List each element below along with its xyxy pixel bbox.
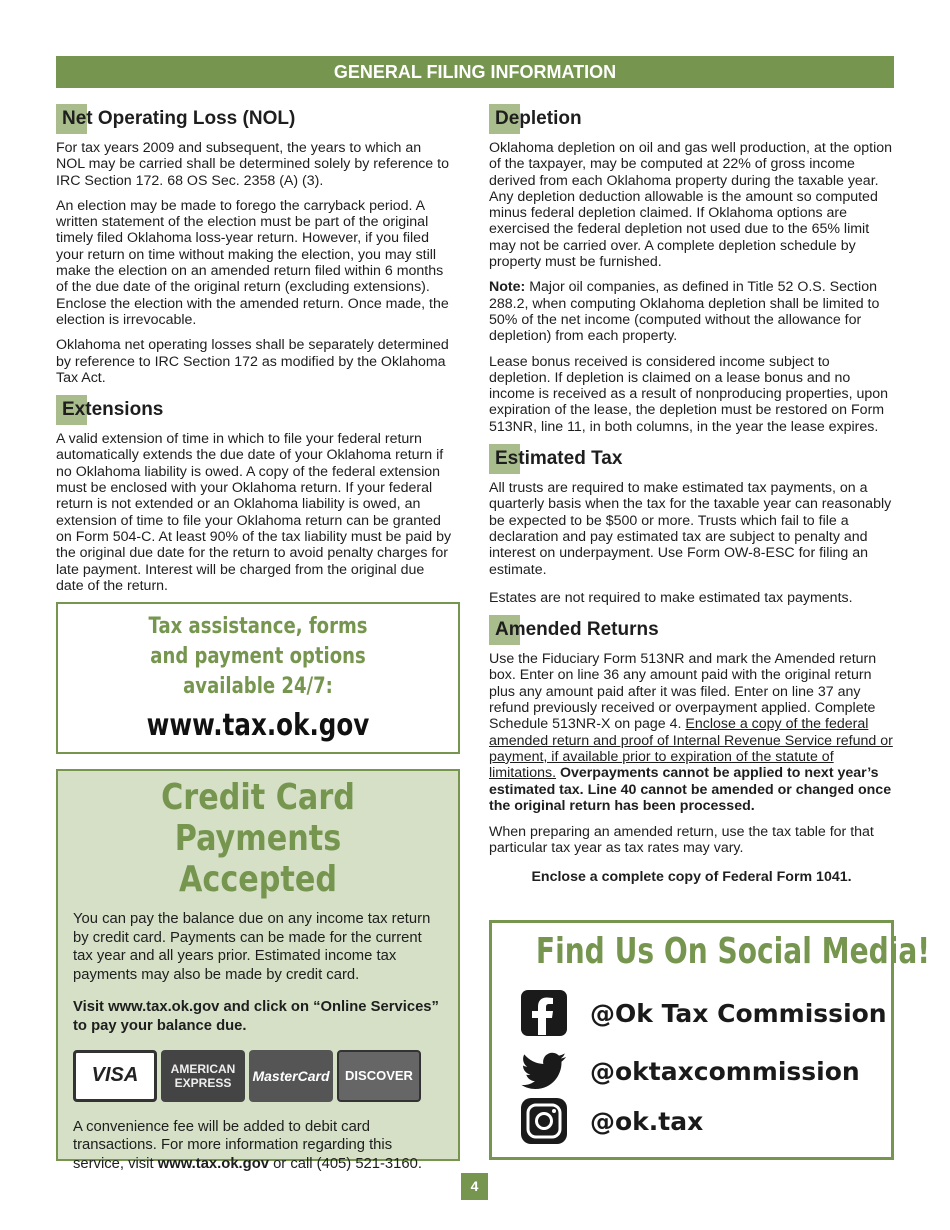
nol-paragraph-1: For tax years 2009 and subsequent, the years to which an NOL may be carried shall be determined solely by reference to IRC Section 172. 68 OS Sec. 2358 (A) (3). [56, 140, 449, 189]
assist-line-1: Tax assistance, forms [148, 614, 368, 639]
amex-logo: AMERICAN EXPRESS [161, 1050, 245, 1102]
credit-card-title-2: Payments Accepted [174, 818, 342, 900]
instagram-handle: @ok.tax [590, 1106, 704, 1136]
section-banner: GENERAL FILING INFORMATION [56, 56, 894, 88]
social-media-box [489, 920, 931, 1160]
assist-line-3: available 24/7: [183, 674, 333, 699]
twitter-icon [520, 1047, 568, 1095]
right-column [489, 104, 894, 894]
facebook-icon [520, 989, 568, 1037]
extensions-heading: Extensions [56, 395, 452, 425]
credit-card-paragraph-3: A convenience fee will be added to debit card transactions. For more information regarding this service, visit www.tax.ok.gov or call (405) 521-3160. [73, 1118, 422, 1172]
nol-paragraph-3: Oklahoma net operating losses shall be separately determined by reference to IRC Section 172 as modified by the Oklahoma Tax Act. [56, 337, 449, 386]
credit-card-paragraph-2: Visit www.tax.ok.gov and click on “Online Services” to pay your balance due. [73, 999, 439, 1034]
twitter-row[interactable] [520, 1047, 860, 1095]
facebook-row[interactable] [520, 989, 887, 1037]
visa-logo: VISA [73, 1050, 157, 1102]
instagram-icon [520, 1097, 568, 1145]
social-title: Find Us On Social Media! [535, 931, 931, 972]
card-logos [73, 1050, 443, 1102]
facebook-handle: @Ok Tax Commission [590, 998, 887, 1028]
discover-logo: DISCOVER [337, 1050, 421, 1102]
assist-line-2: and payment options [150, 644, 366, 669]
credit-card-paragraph-1: You can pay the balance due on any income tax return by credit card. Payments can be made for the current tax year and all years prior. Estimated income tax payments may also be made by credit card. [73, 911, 431, 983]
nol-paragraph-2: An election may be made to forego the carryback period. A written statement of the election must be part of the original timely filed Oklahoma loss-year return. However, if you filed your return on time without making the election, you may still make the election on an amended return filed within 6 months of the due date of the original return (excluding extensions). Enclose the election with the amended return. Once made, the election is irrevocable. [56, 197, 449, 328]
credit-card-title-1: Credit Card [161, 777, 355, 818]
depletion-heading: Depletion [489, 104, 894, 134]
depletion-note: Note: Major oil companies, as defined in Title 52 O.S. Section 288.2, when computing Oklahoma depletion shall be limited to 50% of the net income (computed without the allowance for depletion) from each property. [489, 279, 880, 345]
page-number: 4 [461, 1173, 488, 1200]
assist-url-link[interactable]: www.tax.ok.gov [146, 708, 370, 743]
depletion-paragraph-1: Oklahoma depletion on oil and gas well production, at the option of the taxpayer, may be computed at 22% of gross income derived from each Oklahoma property during the taxable year. Any depletion deduction allowable is the amount so computed minus federal depletion claimed. If Oklahoma options are exercised the federal depletion not used due to the 65% limit may not be carried over. A complete depletion schedule by property must be furnished. [489, 140, 893, 271]
instagram-row[interactable] [520, 1097, 703, 1145]
credit-card-box [56, 769, 460, 1172]
mastercard-logo: MasterCard [249, 1050, 333, 1102]
extensions-paragraph: A valid extension of time in which to file your federal return automatically extends the due date of your Oklahoma return if no Oklahoma liability is owed. A copy of the federal extension must be enclosed with your Oklahoma return. If your federal return is not extended or an Oklahoma liability is owed, an extension of time to file your Oklahoma return can be granted on Form 504-C. At least 90% of the tax liability must be paid by the original due date for the return to avoid penalty charges for late payment. Interest will be charged from the original due date of the return. [56, 431, 452, 594]
amended-returns-heading: Amended Returns [489, 615, 894, 645]
fee-info-link[interactable]: www.tax.ok.gov [157, 1155, 269, 1172]
left-column [56, 104, 452, 603]
twitter-handle: @oktaxcommission [590, 1056, 860, 1086]
amended-paragraph-2: When preparing an amended return, use the tax table for that particular tax year as tax rates may vary. [489, 824, 874, 857]
tax-assistance-box [56, 602, 460, 754]
estimated-tax-paragraph-2: Estates are not required to make estimated tax payments. [489, 589, 853, 606]
nol-heading: Net Operating Loss (NOL) [56, 104, 452, 134]
estimated-tax-paragraph-1: All trusts are required to make estimated tax payments, on a quarterly basis when the tax for the taxable year can reasonably be expected to be $500 or more. Trusts which fail to file a declaration and pay estimated tax are subject to penalty and interest on underpayment. Use Form OW-8-ESC for filing an estimate. [489, 480, 892, 578]
amended-paragraph-3: Enclose a complete copy of Federal Form 1041. [531, 868, 852, 885]
depletion-paragraph-3: Lease bonus received is considered income subject to depletion. If depletion is claimed on a lease bonus and no income is received as a result of nonproducing properties, upon expiration of the lease, the depletion must be restored on Form 513NR, line 11, in both columns, in the year the lease expires. [489, 353, 889, 435]
amended-paragraph-1: Use the Fiduciary Form 513NR and mark the Amended return box. Enter on line 36 any amount paid with the original return plus any amount paid after it was filed. Enter on line 37 any refund previously received or overpayment applied. Complete Schedule 513NR-X on page 4. Enclose a copy of the federal amended return and proof of Internal Revenue Service refund or payment, if available prior to expiration of the statute of limitations. Overpayments cannot be applied to next year’s estimated tax. Line 40 cannot be amended or changed once the original return has been processed. [489, 651, 893, 814]
estimated-tax-heading: Estimated Tax [489, 444, 894, 474]
